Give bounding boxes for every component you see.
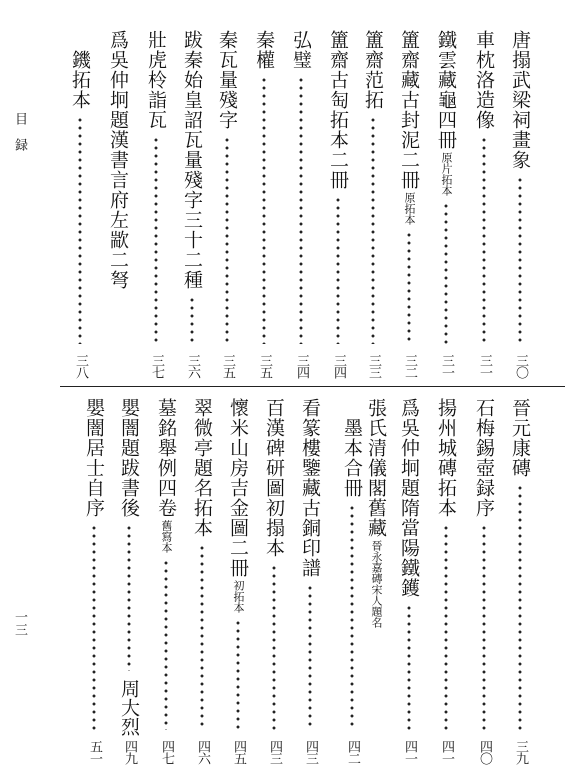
entry-title: 翠微亭題名拓本	[191, 398, 213, 538]
dot-leader	[472, 524, 496, 730]
toc-entry	[226, 398, 250, 764]
dot-leader	[252, 76, 276, 344]
entry-title: 弘璧	[290, 30, 312, 70]
entry-title: 爲吳仲坰題漢書言府左歂二弩	[107, 30, 129, 290]
divider-rule	[60, 386, 565, 387]
toc-entry	[82, 398, 106, 764]
toc-entry	[364, 398, 388, 764]
dot-leader	[508, 176, 532, 344]
toc-entry	[180, 30, 204, 378]
page-number: 四九	[122, 740, 137, 764]
toc-entry	[397, 398, 421, 764]
toc-entry	[340, 398, 364, 764]
entry-title: 秦瓦量殘字	[216, 30, 238, 130]
toc-entry	[434, 30, 458, 378]
page-number: 四一	[439, 740, 454, 764]
entry-title: 嬰闇題跋書後	[118, 398, 140, 518]
toc-entry	[326, 30, 350, 378]
entry-title: 爲吳仲坰題隋當陽鐵鑊	[398, 398, 420, 598]
toc-entry	[190, 398, 214, 764]
dot-leader	[289, 76, 313, 344]
entry-title: 墨本合冊	[341, 418, 363, 498]
dot-leader	[340, 504, 364, 730]
entry-title: 鐵雲藏龜四冊	[435, 30, 457, 150]
toc-entry	[154, 398, 178, 764]
toc-entry	[472, 398, 496, 764]
page-number: 四五	[231, 740, 246, 764]
dot-leader	[82, 524, 106, 730]
toc-entry	[508, 30, 532, 378]
dot-leader	[215, 136, 239, 344]
page-number: 三四	[331, 354, 346, 378]
entry-title: 石梅錫壺録序	[473, 398, 495, 518]
toc-entry	[68, 30, 92, 378]
entry-author: 周大烈	[118, 679, 140, 736]
toc-entry	[508, 398, 532, 764]
toc-entry	[144, 30, 168, 378]
dot-leader	[434, 524, 458, 730]
entry-title: 秦權	[253, 30, 275, 70]
dot-leader	[180, 296, 204, 344]
entry-title: 張氏清儀閣舊藏	[365, 398, 387, 538]
entry-title: 鐖拓本	[69, 50, 91, 110]
entry-title: 簠齋古匋拓本二冊	[327, 30, 349, 190]
entry-title: 晉元康磚	[509, 398, 531, 478]
page-number: 四三	[303, 740, 318, 764]
dot-leader	[298, 584, 322, 730]
dot-leader	[397, 231, 421, 344]
dot-leader	[508, 484, 532, 730]
page-number: 四三	[267, 740, 282, 764]
page-number: 三五	[257, 354, 272, 378]
entry-title: 壯虎柃詣瓦	[145, 30, 167, 130]
toc-entry	[472, 30, 496, 378]
page-number: 三六	[185, 354, 200, 378]
entry-title: 車枕洛造像	[473, 30, 495, 130]
toc-entry	[361, 30, 385, 378]
entry-title: 簠齋藏古封泥二冊	[398, 30, 420, 190]
dot-leader	[144, 136, 168, 344]
entry-note: 晉永嘉磚宋人題名	[370, 540, 383, 628]
entry-title: 看篆樓鑒藏古銅印譜	[299, 398, 321, 578]
page-number: 三一	[439, 354, 454, 378]
entry-note: 原片拓本	[440, 152, 453, 196]
dot-leader	[397, 604, 421, 730]
dot-leader	[361, 116, 385, 344]
page-number: 三七	[149, 354, 164, 378]
entry-title: 懷米山房吉金圖二冊	[227, 398, 249, 578]
toc-entry	[434, 398, 458, 764]
entry-title: 簠齋范拓	[362, 30, 384, 110]
dot-leader	[190, 544, 214, 730]
toc-entry	[298, 398, 322, 764]
page-number: 四〇	[477, 740, 492, 764]
entry-note: 原拓本	[403, 192, 416, 225]
entry-note: 初拓本	[232, 580, 245, 613]
entry-title: 嬰闇居士自序	[83, 398, 105, 518]
toc-entry	[397, 30, 421, 378]
entry-title: 百漢碑研圖初搨本	[263, 398, 285, 558]
page-number: 三三	[366, 354, 381, 378]
toc-entry	[215, 30, 239, 378]
page-number: 三八	[73, 354, 88, 378]
entry-note: 舊寫本	[160, 520, 173, 553]
running-head-section: 目 録	[12, 112, 27, 151]
toc-entry	[289, 30, 313, 378]
page-number: 四六	[195, 740, 210, 764]
page-number: 三一	[477, 354, 492, 378]
page-number: 五一	[87, 740, 102, 764]
entry-title: 揚州城磚拓本	[435, 398, 457, 518]
page-number: 四二	[345, 740, 360, 764]
entry-title: 跋秦始皇詔瓦量殘字三十二種	[181, 30, 203, 290]
dot-leader	[262, 564, 286, 730]
toc-entry	[252, 30, 276, 378]
entry-title: 唐搨武梁祠畫象	[509, 30, 531, 170]
entry-title: 墓銘舉例四卷	[155, 398, 177, 518]
page-number: 三九	[513, 740, 528, 764]
dot-leader	[68, 116, 92, 344]
dot-leader	[434, 202, 458, 344]
dot-leader	[226, 619, 250, 730]
dot-leader	[154, 559, 178, 730]
page-number: 三〇	[513, 354, 528, 378]
dot-leader	[117, 524, 141, 671]
page-number: 四一	[402, 740, 417, 764]
toc-entry	[117, 398, 141, 764]
page-number: 四七	[159, 740, 174, 764]
page-number: 三五	[220, 354, 235, 378]
dot-leader	[326, 196, 350, 344]
toc-entry	[262, 398, 286, 764]
page-number: 三四	[294, 354, 309, 378]
running-head-folio: 一三	[12, 610, 27, 636]
toc-entry	[106, 30, 130, 378]
page-number: 三二	[402, 354, 417, 378]
dot-leader	[472, 136, 496, 344]
